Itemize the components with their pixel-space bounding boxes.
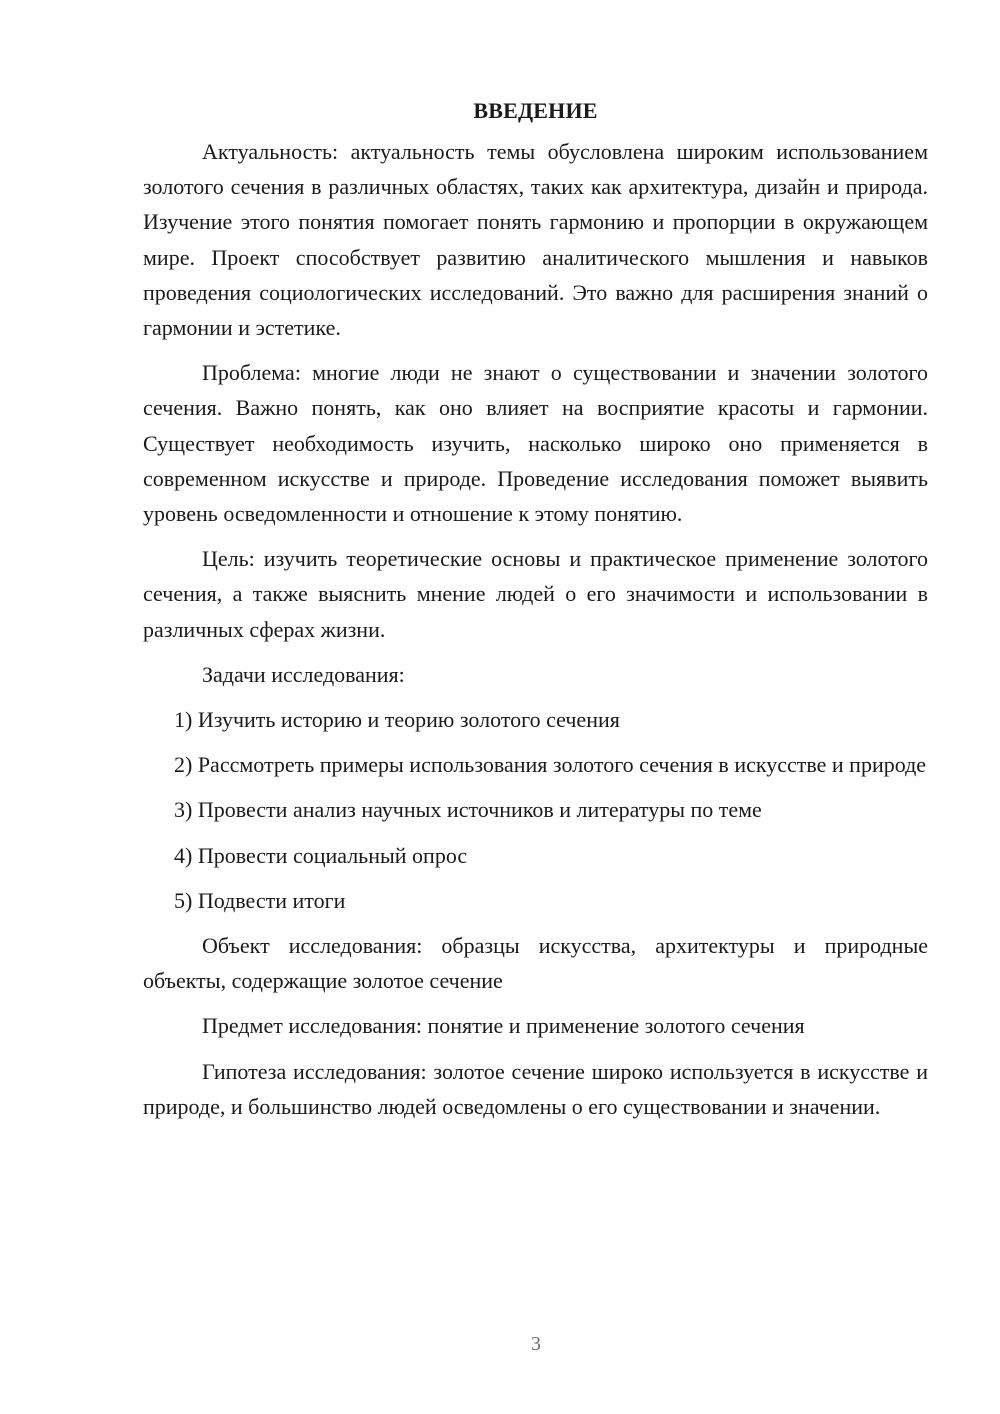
tasks-heading: Задачи исследования:: [202, 661, 405, 687]
paragraph-hypothesis: Гипотеза исследования: золотое сечение широко используется в искусстве и природе, и большинство людей осведомлены о его существовании и значении.: [143, 1058, 928, 1119]
paragraph-relevance: Актуальность: актуальность темы обусловлена широким использованием золотого сечения в различных областях, таких как архитектура, дизайн и природа. Изучение этого понятия помогает понять гармонию и пропорции в окружающем мире. Проект способствует развитию аналитического мышления и навыков проведения социологических исследований. Это важно для расширения знаний о гармонии и эстетике.: [143, 139, 928, 341]
paragraph-object: Объект исследования: образцы искусства, архитектуры и природные объекты, содержащие золотое сечение: [143, 933, 928, 994]
page-title: ВВЕДЕНИЕ: [473, 98, 598, 123]
paragraph-goal: Цель: изучить теоретические основы и практическое применение золотого сечения, а также выяснить мнение людей о его значимости и использовании в различных сферах жизни.: [143, 546, 928, 642]
list-item: 5) Подвести итоги: [174, 887, 346, 913]
tasks-list: [143, 702, 928, 918]
paragraph-subject: Предмет исследования: понятие и применение золотого сечения: [202, 1013, 805, 1039]
paragraph-problem: Проблема: многие люди не знают о существовании и значении золотого сечения. Важно понять, как оно влияет на восприятие красоты и гармонии. Существует необходимость изучить, насколько широко оно применяется в современном искусстве и природе. Проведение исследования поможет выявить уровень осведомленности и отношение к этому понятию.: [143, 360, 928, 527]
list-item: 3) Провести анализ научных источников и литературы по теме: [174, 797, 762, 823]
list-item: 1) Изучить историю и теорию золотого сечения: [174, 707, 620, 733]
page-number: 3: [531, 1333, 541, 1355]
document-page: [143, 92, 928, 1134]
list-item: 2) Рассмотреть примеры использования золотого сечения в искусстве и природе: [174, 752, 927, 778]
list-item: 4) Провести социальный опрос: [174, 842, 468, 868]
